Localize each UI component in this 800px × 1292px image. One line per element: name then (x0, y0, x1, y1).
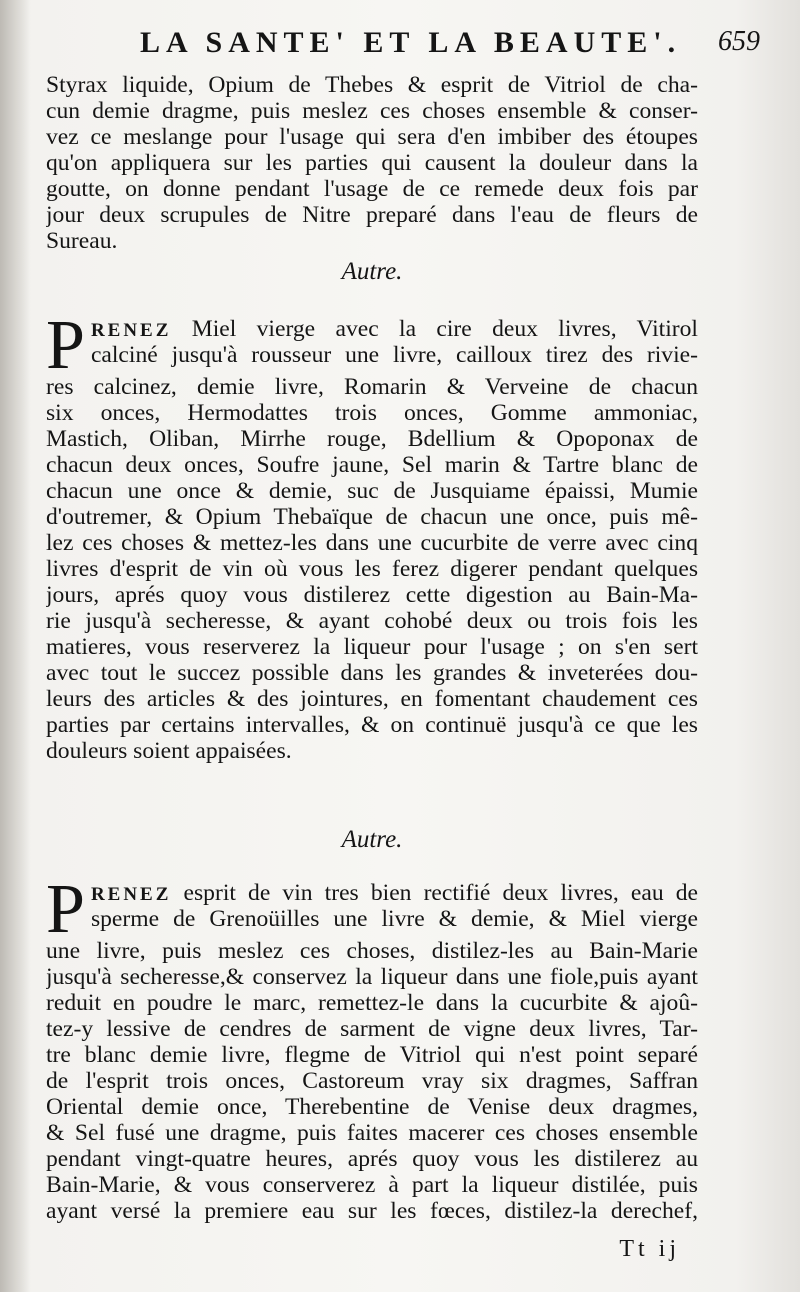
text-line: jusqu'à secheresse,& conservez la liqueur dans une fiole,puis ayant (46, 964, 698, 990)
text-line: Styrax liquide, Opium de Thebes & esprit de Vitriol de cha- (46, 72, 698, 98)
text-line: douleurs soient appaisées. (46, 738, 292, 764)
text-line: Bain-Marie, & vous conserverez à part la liqueur distilée, puis (46, 1172, 698, 1198)
text-line: cun demie dragme, puis meslez ces choses ensemble & conser- (46, 98, 698, 124)
text-line: six onces, Hermodattes trois onces, Gomme ammoniac, (46, 400, 698, 426)
text-line: avec tout le succez possible dans les grandes & inveterées dou- (46, 660, 698, 686)
section1-line-0: Miel vierge avec la cire deux livres, Vitirol (171, 316, 698, 342)
page-header (120, 22, 760, 62)
text-line: sperme de Grenoüilles une livre & demie, & Miel vierge (90, 906, 698, 932)
text-line: vez ce meslange pour l'usage qui sera d'en imbiber des étoupes (46, 124, 698, 150)
text-line: & Sel fusé une dragme, puis faites macerer ces choses ensemble (46, 1120, 698, 1146)
top-paragraph (46, 72, 698, 254)
text-line: parties par certains intervalles, & on continuë jusqu'à ce que les (46, 712, 698, 738)
text-line: Mastich, Oliban, Mirrhe rouge, Bdellium & Opoponax de (46, 426, 698, 452)
text-line: livres d'esprit de vin où vous les ferez digerer pendant quelques (46, 556, 698, 582)
text-line: chacun une once & demie, suc de Jusquiame épaissi, Mumie (46, 478, 698, 504)
text-line: goutte, on donne pendant l'usage de ce remede deux fois par (46, 176, 698, 202)
text-line: ayant versé la premiere eau sur les fœces, distilez-la derechef, (46, 1198, 698, 1224)
text-line: matieres, vous reserverez la liqueur pour l'usage ; on s'en sert (46, 634, 698, 660)
section2-title: Autre. (341, 826, 403, 853)
section2-dropcap: P (46, 871, 85, 948)
text-line: tez-y lessive de cendres de sarment de vigne deux livres, Tar- (46, 1016, 698, 1042)
text-line: rie jusqu'à secheresse, & ayant cohobé deux ou trois fois les (46, 608, 698, 634)
text-line: res calcinez, demie livre, Romarin & Verveine de chacun (46, 374, 698, 400)
running-head: LA SANTE' ET LA BEAUTE'. (140, 26, 682, 59)
section2-heading-wrap (46, 826, 698, 866)
section1-paragraph (46, 307, 698, 764)
text-line: pendant vingt-quatre heures, aprés quoy vous les distilerez au (46, 1146, 698, 1172)
text-line: Sureau. (46, 228, 118, 254)
section1-lead-word: RENEZ (90, 320, 172, 341)
text-line (91, 316, 698, 342)
section2-lead-word: RENEZ (90, 884, 172, 905)
text-line: Oriental demie once, Therebentine de Venise deux dragmes, (46, 1094, 698, 1120)
text-line: chacun deux onces, Soufre jaune, Sel marin & Tartre blanc de (46, 452, 698, 478)
text-line: jour deux scrupules de Nitre preparé dans l'eau de fleurs de (46, 202, 698, 228)
text-line: reduit en poudre le marc, remettez-le dans la cucurbite & ajoû- (46, 990, 698, 1016)
text-line: qu'on appliquera sur les parties qui causent la douleur dans la (46, 150, 698, 176)
text-line: une livre, puis meslez ces choses, distilez-les au Bain-Marie (46, 938, 698, 964)
section2-line-0: esprit de vin tres bien rectifié deux livres, eau de (171, 880, 698, 906)
section1-title: Autre. (341, 258, 403, 285)
text-line: jours, aprés quoy vous distilerez cette digestion au Bain-Ma- (46, 582, 698, 608)
text-line: leurs des articles & des jointures, en fomentant chaudement ces (46, 686, 698, 712)
text-line: lez ces choses & mettez-les dans une cucurbite de verre avec cinq (46, 530, 698, 556)
section2-paragraph (46, 871, 698, 1224)
text-line: de l'esprit trois onces, Castoreum vray six dragmes, Saffran (46, 1068, 698, 1094)
text-line: tre blanc demie livre, flegme de Vitriol qui n'est point separé (46, 1042, 698, 1068)
text-line: d'outremer, & Opium Thebaïque de chacun une once, puis mê- (46, 504, 698, 530)
page-number: 659 (718, 26, 760, 57)
text-line: calciné jusqu'à rousseur une livre, cailloux tirez des rivie- (90, 342, 698, 368)
text-line (91, 880, 698, 906)
page-spine-shadow (0, 0, 30, 1292)
section1-heading-wrap (46, 258, 698, 298)
signature-mark: Tt ij (619, 1236, 680, 1262)
section1-dropcap: P (46, 307, 85, 384)
